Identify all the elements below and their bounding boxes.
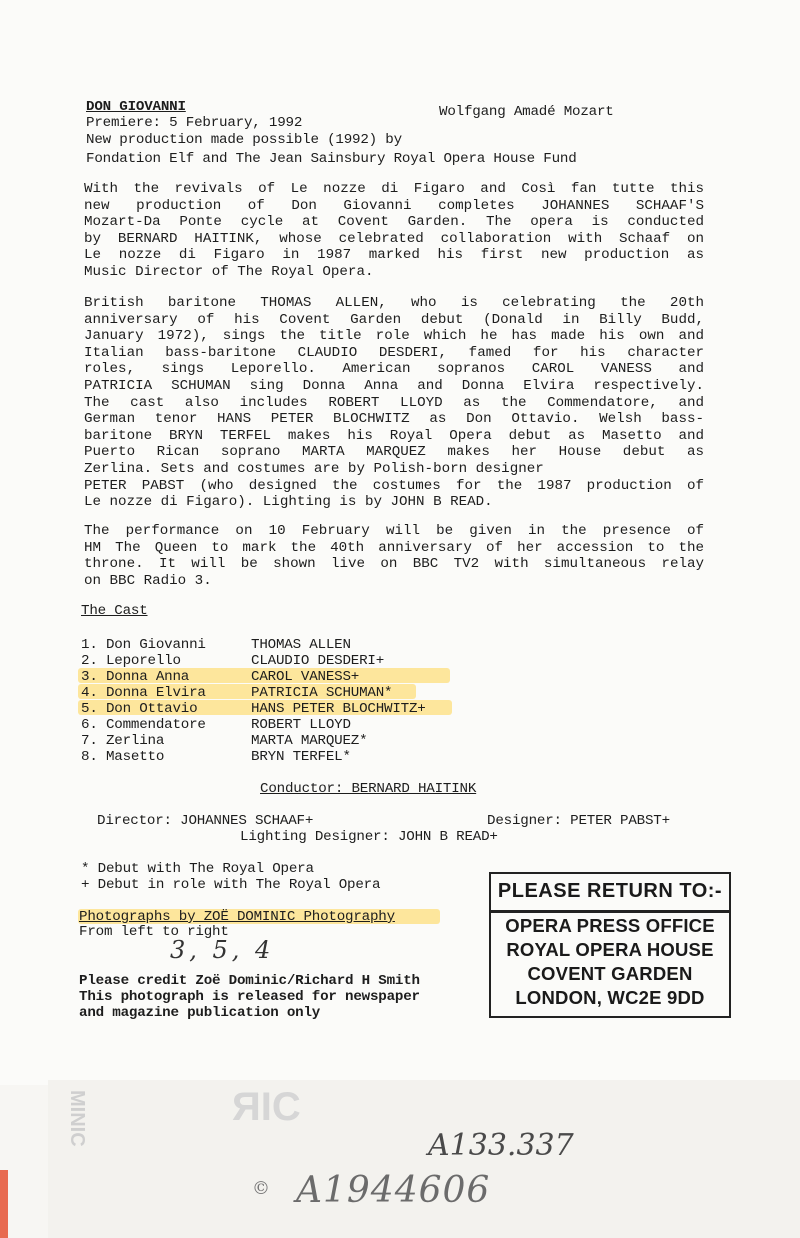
handwritten-photo-order: 3, 5, 4 <box>170 936 275 964</box>
stamp-line: COVENT GARDEN <box>527 963 693 984</box>
cast-role: 1. Don Giovanni <box>81 637 206 653</box>
cast-singer: CAROL VANESS+ <box>251 669 360 685</box>
cast-role: 4. Donna Elvira <box>81 685 206 701</box>
backing-sheet <box>48 1080 800 1238</box>
text-line: Zerlina. Sets and costumes are by Polish-born designer <box>84 460 544 477</box>
cast-singer: HANS PETER BLOCHWITZ+ <box>251 701 426 717</box>
text-line: Le nozze di Figaro in 1987 marked his first new production as <box>84 247 704 264</box>
cast-role: 5. Don Ottavio <box>81 701 198 717</box>
text-line: Music Director of The Royal Opera. <box>84 263 374 280</box>
text-line: baritone BRYN TERFEL makes his Royal Opera debut as Masetto and <box>84 427 704 444</box>
production-line-1: New production made possible (1992) by <box>86 132 402 148</box>
production-line-2: Fondation Elf and The Jean Sainsbury Royal Opera House Fund <box>86 151 577 167</box>
handwritten-reference: A133.337 <box>428 1128 574 1163</box>
note-debut-opera: * Debut with The Royal Opera <box>81 861 314 877</box>
paragraph-intro <box>84 181 704 281</box>
cast-singer: ROBERT LLOYD <box>251 717 351 733</box>
text-line: Le nozze di Figaro). Lighting is by JOHN B READ. <box>84 494 493 511</box>
text-line: new production of Don Giovanni completes JOHANNES SCHAAF'S <box>84 197 704 214</box>
composer-name: Wolfgang Amadé Mozart <box>439 104 614 120</box>
cast-role: 3. Donna Anna <box>81 669 190 685</box>
note-debut-role: + Debut in role with The Royal Opera <box>81 877 381 893</box>
text-line: HM The Queen to mark the 40th anniversary of her accession to the <box>84 539 704 556</box>
premiere-date: Premiere: 5 February, 1992 <box>86 115 303 131</box>
stamp-line: OPERA PRESS OFFICE <box>505 915 715 936</box>
cast-singer: BRYN TERFEL* <box>251 749 351 765</box>
stamp-title: PLEASE RETURN TO:- <box>497 880 723 902</box>
stamp-line: ROYAL OPERA HOUSE <box>506 939 714 960</box>
opera-title: DON GIOVANNI <box>86 99 186 115</box>
cast-role: 6. Commendatore <box>81 717 206 733</box>
text-line: by BERNARD HAITINK, whose celebrated collaboration with Schaaf on <box>84 230 704 247</box>
cast-heading: The Cast <box>81 603 148 619</box>
stamp-line: LONDON, WC2E 9DD <box>515 987 705 1008</box>
text-line: With the revivals of Le nozze di Figaro and Così fan tutte this <box>84 181 704 197</box>
return-stamp <box>489 872 731 1018</box>
paragraph-cast-description <box>84 295 704 511</box>
text-line: throne. It will be shown live on BBC TV2 with simultaneous relay <box>84 556 704 573</box>
text-line: January 1972), sings the title role which he has made his own and <box>84 328 704 345</box>
handwritten-archive-number: A1944606 <box>296 1170 491 1211</box>
copyright-icon: © <box>252 1178 270 1199</box>
credit-line: Please credit Zoë Dominic/Richard H Smith <box>79 973 420 989</box>
cast-role: 2. Leporello <box>81 653 181 669</box>
text-line: on BBC Radio 3. <box>84 572 212 589</box>
director-credit: Director: JOHANNES SCHAAF+ <box>97 813 314 829</box>
designer-credit: Designer: PETER PABST+ <box>487 813 670 829</box>
cast-singer: CLAUDIO DESDERI+ <box>251 653 385 669</box>
text-line: German tenor HANS PETER BLOCHWITZ as Don Ottavio. Welsh bass- <box>84 411 704 428</box>
lighting-credit: Lighting Designer: JOHN B READ+ <box>240 829 498 845</box>
cast-singer: MARTA MARQUEZ* <box>251 733 368 749</box>
text-line: PETER PABST (who designed the costumes for the 1987 production of <box>84 477 704 494</box>
cast-role: 8. Masetto <box>81 749 165 765</box>
showthrough-mark: ЯIC <box>232 1085 301 1129</box>
text-line: Italian bass-baritone CLAUDIO DESDERI, famed for his character <box>84 344 704 361</box>
release-line-2: and magazine publication only <box>79 1005 321 1021</box>
paragraph-royal-performance <box>84 523 704 589</box>
text-line: PATRICIA SCHUMAN sing Donna Anna and Donna Elvira respectively. <box>84 377 704 394</box>
text-line: roles, sings Leporello. American sopranos CAROL VANESS and <box>84 361 704 378</box>
text-line: British baritone THOMAS ALLEN, who is celebrating the 20th <box>84 295 704 311</box>
edge-strip <box>0 1170 8 1238</box>
showthrough-mark: MINIC <box>66 1090 88 1147</box>
photographer-credit: Photographs by ZOË DOMINIC Photography <box>79 909 395 925</box>
text-line: The performance on 10 February will be given in the presence of <box>84 523 704 539</box>
release-line-1: This photograph is released for newspaper <box>79 989 420 1005</box>
photo-order-label: From left to right <box>79 924 229 940</box>
cast-singer: THOMAS ALLEN <box>251 637 351 653</box>
text-line: anniversary of his Covent Garden debut (Donald in Billy Budd, <box>84 311 704 328</box>
cast-singer: PATRICIA SCHUMAN* <box>251 685 393 701</box>
text-line: Mozart-Da Ponte cycle at Covent Garden. The opera is conducted <box>84 214 704 231</box>
stamp-divider <box>491 910 729 913</box>
cast-role: 7. Zerlina <box>81 733 165 749</box>
conductor-credit: Conductor: BERNARD HAITINK <box>260 781 477 797</box>
text-line: Puerto Rican soprano MARTA MARQUEZ makes her House debut as <box>84 444 704 461</box>
text-line: The cast also includes ROBERT LLOYD as the Commendatore, and <box>84 394 704 411</box>
